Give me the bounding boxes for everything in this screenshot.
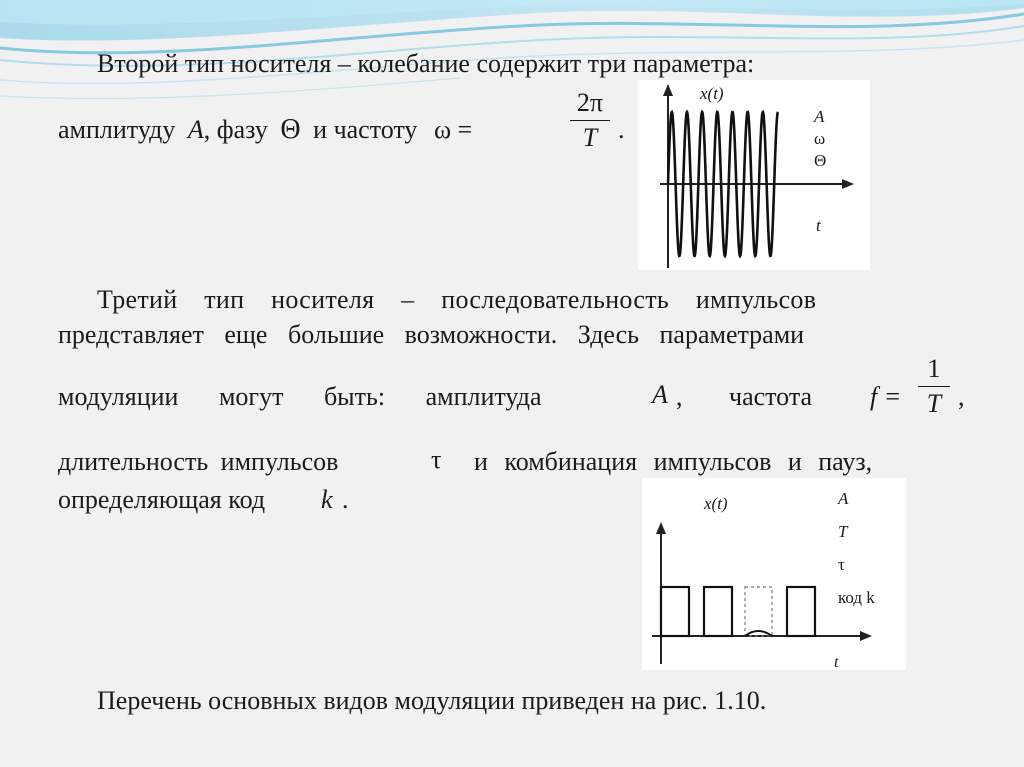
fig2-x-label: t	[834, 654, 839, 671]
p1-frequency-word: и частоту	[313, 115, 418, 144]
fig1-param-list	[814, 106, 826, 172]
p2-comma2: ,	[958, 382, 965, 411]
p1-omega-equals: ω =	[433, 115, 473, 144]
p2-line3-a: модуляции могут быть: амплитуда	[58, 382, 542, 411]
p2-line5-a: определяющая код	[58, 485, 266, 514]
p1-symbol-a: A	[187, 115, 204, 144]
p2-frequency-word: частота	[729, 382, 813, 411]
footer-caption: Перечень основных видов модуляции приведен на рис. 1.10.	[97, 686, 767, 715]
fig2-y-label: x(t)	[704, 494, 728, 513]
p1-amplitude-word: амплитуду	[58, 115, 176, 144]
fig1-y-label: x(t)	[700, 84, 724, 103]
p1-fraction-bar	[570, 120, 610, 121]
figure-sinusoid	[638, 80, 870, 270]
p1-line1: Второй тип носителя – колебание содержит три параметра:	[97, 49, 755, 78]
fig1-y-arrow	[663, 84, 673, 96]
pulse-3	[787, 587, 815, 636]
fig2-x-arrow	[860, 631, 872, 641]
p2-fraction-numerator: 1	[927, 354, 941, 383]
p1-fraction-denominator: T	[582, 123, 598, 152]
sinusoid-plot	[638, 80, 870, 270]
p1-period: .	[618, 115, 625, 144]
fig2-param-tau: τ	[838, 555, 845, 574]
pulse-1	[661, 587, 689, 636]
fig1-param-theta: Θ	[814, 151, 827, 170]
fig2-param-t: T	[838, 522, 848, 541]
p2-fraction-denominator: T	[926, 389, 942, 418]
fig1-param-omega: ω	[814, 129, 826, 148]
fig2-param-list	[838, 482, 875, 614]
p1-symbol-theta: Θ	[280, 114, 301, 145]
p1-line2-text	[58, 115, 472, 145]
p2-f-fraction	[918, 354, 950, 419]
fig2-param-code-k: код k	[838, 588, 875, 607]
fig2-y-arrow	[656, 522, 666, 534]
p2-comma1: ,	[676, 382, 683, 411]
p2-f-equals: f =	[870, 382, 902, 411]
p2-line4-a: длительность импульсов	[58, 447, 339, 476]
p2-line5-period: .	[342, 485, 349, 514]
p1-omega-fraction	[570, 88, 610, 153]
p2-symbol-a: A	[652, 380, 668, 409]
p2-line4-b: и комбинация импульсов и пауз,	[474, 447, 873, 476]
p2-line1: Третий тип носителя – последовательность импульсов	[97, 285, 817, 314]
p2-fraction-bar	[918, 386, 950, 387]
fig2-param-a: A	[838, 489, 849, 508]
fig1-x-label: t	[816, 216, 821, 235]
p2-line2: представляет еще большие возможности. Здесь параметрами	[58, 320, 805, 349]
p2-symbol-k: k	[321, 485, 333, 514]
pulse-gap-dashed	[745, 587, 772, 636]
p2-symbol-tau: τ	[431, 445, 442, 474]
p1-phase-word: , фазу	[203, 115, 268, 144]
pulse-2	[704, 587, 732, 636]
p1-fraction-numerator: 2π	[576, 88, 604, 117]
figure-pulses	[642, 478, 906, 670]
fig1-x-arrow	[842, 179, 854, 189]
fig1-param-a: A	[814, 107, 825, 126]
